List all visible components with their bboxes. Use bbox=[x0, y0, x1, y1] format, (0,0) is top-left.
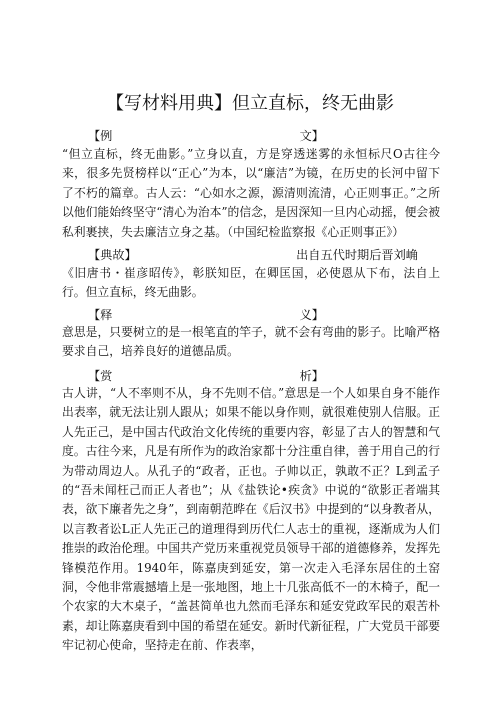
document-title: 【写材料用典】但立直标，终无曲影 bbox=[106, 93, 394, 114]
section-heading-meaning bbox=[88, 306, 324, 324]
section-body-example: “但立直标，终无曲影。”立身以直，方是穿透迷雾的永恒标尺O古往今来，很多先贤榜样以“正心”为本，以“廉洁”为镜，在历史的长河中留下了不朽的篇章。古人云：“心如水之源，源清则流清，心正则事正。”之所以他们能始终坚守“清心为治本”的信念，是因深知一旦内心动摇，便会被私利裹挟，失去廉洁立身之基。（中国纪检监察报《心正则事正》） bbox=[62, 147, 440, 239]
section-body-meaning: 意思是，只要树立的是一根笔直的竿子，就不会有弯曲的影子。比喻严格要求自己，培养良好的道德品质。 bbox=[62, 325, 440, 359]
heading-right: 义】 bbox=[299, 308, 324, 322]
heading-right: 文】 bbox=[299, 129, 324, 143]
section-body-allusion: 《旧唐书・崔彦昭传》，彰朕知臣，在卿匡国，必使恩从下布，法自上行。但立直标，终无曲影。 bbox=[62, 266, 440, 300]
heading-right: 出自五代时期后晋刘崅 bbox=[296, 248, 418, 262]
heading-left: 【赏 bbox=[88, 369, 113, 383]
section-body-analysis: 古人讲，“人不率则不从，身不先则不信。”意思是一个人如果自身不能作出表率，就无法让别人跟从；如果不能以身作则，就很难使别人信服。正人先正己，是中国古代政治文化传统的重要内容，彰显了古人的智慧和气度。古往今来，凡是有所作为的政治家都十分注重自律，善于用自己的行为带动周边人。从孔子的“政者，正也。子帅以正，孰敢不正？L到孟子的“吾未闻枉己而正人者也”；从《盐铁论•疾贪》中说的“欲影正者端其表，欲下廉者先之身”，到南朝范晔在《后汉书》中提到的“以身教者从，以言教者讼L正人先正己的道理得到历代仁人志士的重视，逐渐成为人们推崇的政治伦理。中国共产党历来重视党员领导干部的道德修养，发挥先锋模范作用。1940年，陈嘉庚到延安，第一次走入毛泽东居住的土窑洞，令他非常震撼墙上是一张地图，地上十几张高低不一的木椅子，配一个农家的大木桌子，“盖甚简单也九然而毛泽东和延安党政军民的艰苦朴素，却让陈嘉庚看到中国的希望在延安。新时代新征程，广大党员干部要牢记初心使命，坚持走在前、作表率， bbox=[62, 386, 440, 653]
heading-left: 【释 bbox=[88, 308, 113, 322]
heading-left: 【例 bbox=[88, 129, 113, 143]
section-heading-example bbox=[88, 127, 324, 145]
section-heading-allusion bbox=[88, 246, 418, 264]
heading-right: 析】 bbox=[299, 369, 324, 383]
heading-left: 【典故】 bbox=[88, 248, 137, 262]
section-heading-analysis bbox=[88, 367, 324, 385]
